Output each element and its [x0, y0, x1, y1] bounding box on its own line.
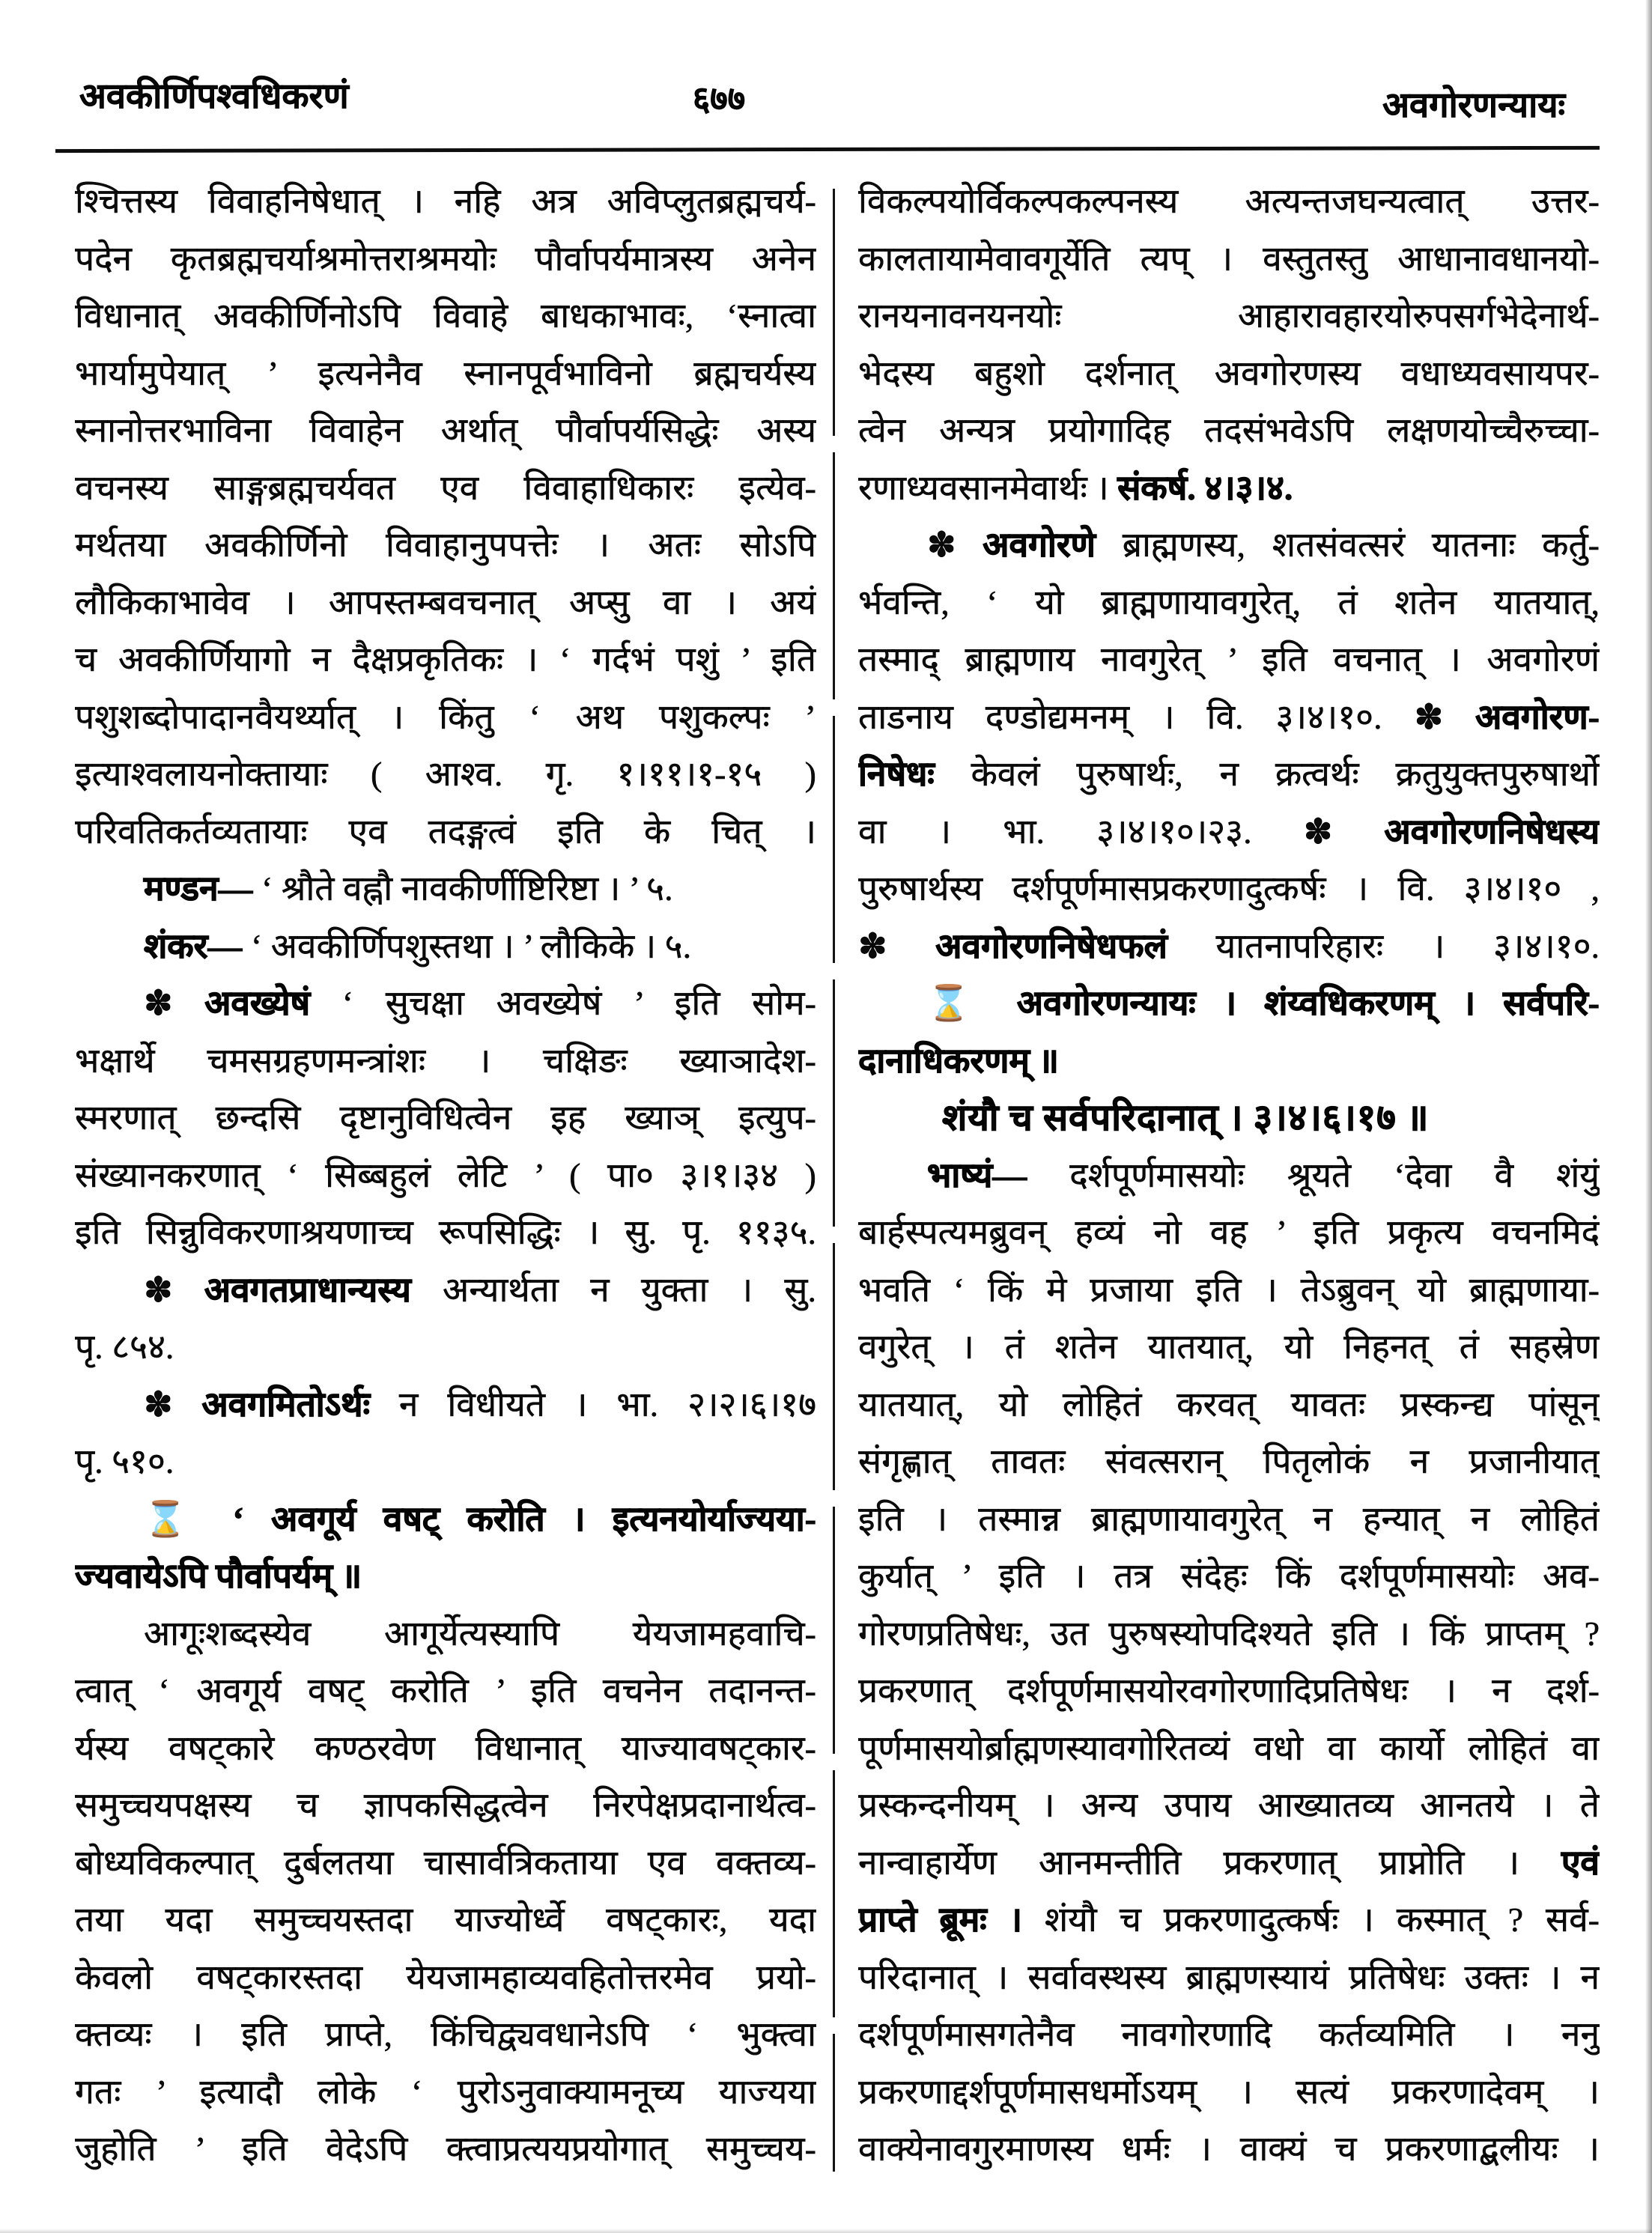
line-text: तया यदा समुच्चयस्तदा याज्योर्ध्वे वषट्कारः, यदा	[75, 1901, 816, 1939]
line-text: ब्राह्मणस्य, शतसंवत्सरं यातनाः कर्तु-	[1095, 526, 1600, 564]
line-text: विधानात् अवकीर्णिनोऽपि विवाहे बाधकाभावः, ‘स्नात्वा	[75, 297, 816, 335]
text-line	[858, 860, 1600, 918]
scan-edge-shadow-bottom	[0, 2229, 1652, 2233]
line-text: संगृह्णात् तावतः संवत्सरान् पितृलोकं न प्रजानीयात्	[858, 1442, 1600, 1480]
bold-headword: प्राप्ते ब्रूमः ।	[858, 1901, 1022, 1939]
text-line	[858, 1548, 1600, 1605]
line-text: ⌛ ‘ अवगूर्य वषट् करोति । इत्यनयोर्याज्यया-	[144, 1499, 816, 1538]
line-text: ⌛ अवगोरणन्यायः । शंय्वधिकरणम् । सर्वपरि-	[927, 984, 1600, 1022]
line-text: पृ. ५१०.	[75, 1442, 174, 1480]
text-line	[75, 1835, 816, 1892]
text-line	[858, 1892, 1600, 1949]
text-line	[858, 918, 1600, 976]
line-text: प्रकरणात् दर्शपूर्णमासयोरवगोरणादिप्रतिषेधः । न दर्श-	[858, 1671, 1600, 1710]
column-divider	[833, 189, 835, 2172]
line-text: रानयनावनयनयोः आहारावहारयोरुपसर्गभेदेनार्थ-	[858, 297, 1600, 335]
text-line	[858, 173, 1600, 231]
text-line	[75, 1319, 816, 1376]
line-text: बार्हस्पत्यमब्रुवन् हव्यं नो वह ’ इति प्रकृत्य वचनमिदं	[858, 1213, 1600, 1251]
bold-headword: ✽ अवगोरणनिषेधफलं	[858, 926, 1167, 965]
text-line	[75, 173, 816, 231]
line-text: रणाध्यवसानमेवार्थः ।	[858, 468, 1118, 507]
text-line	[858, 574, 1600, 632]
text-column-right	[858, 173, 1600, 2178]
text-line	[75, 689, 816, 747]
line-text: पूर्णमासयोर्ब्राह्मणस्यावगोरितव्यं वधो वा कार्यो लोहितं वा	[858, 1728, 1600, 1767]
bold-headword: ✽ अवख्येषं	[144, 984, 311, 1022]
text-line	[75, 1433, 816, 1491]
text-line	[858, 2121, 1600, 2178]
text-line	[75, 975, 816, 1033]
line-text: प्रकरणाद्दर्शपूर्णमासधर्मोऽयम् । सत्यं प्रकरणादेवम् ।	[858, 2072, 1600, 2111]
line-text: दर्शपूर्णमासगतेनैव नावगोरणादि कर्तव्यमिति । ननु	[858, 2015, 1600, 2053]
text-line	[858, 345, 1600, 403]
text-line	[75, 803, 816, 861]
text-line	[858, 460, 1600, 517]
line-text: ‘ अवकीर्णिपशुस्तथा । ’ लौकिके । ५.	[242, 926, 692, 965]
text-line	[858, 1949, 1600, 2007]
line-text: केवलं पुरुषार्थः, न क्रत्वर्थः क्रतुयुक्तपुरुषार्थो	[934, 755, 1600, 793]
line-text: गतः ’ इत्यादौ लोके ‘ पुरोऽनुवाक्यामनूच्य याज्यया	[75, 2072, 816, 2111]
text-line	[75, 631, 816, 689]
text-line	[75, 1605, 816, 1663]
line-text: त्वेन अन्यत्र प्रयोगादिह तदसंभवेऽपि लक्षणयोच्चैरुच्चा-	[858, 411, 1600, 449]
line-text: नान्वाहार्येण आनमन्तीति प्रकरणात् प्राप्नोति ।	[858, 1843, 1561, 1882]
text-line	[858, 2006, 1600, 2064]
bold-tailword: ✽ अवगोरण-	[1414, 697, 1600, 736]
text-line	[75, 345, 816, 403]
line-text: वगुरेत् । तं शतेन यातयात्, यो निहनत् तं सहस्रेण	[858, 1328, 1600, 1366]
line-text: इति । तस्मान्न ब्राह्मणायावगुरेत् न हन्यात् न लोहितं	[858, 1499, 1600, 1538]
text-line	[75, 2121, 816, 2178]
line-text: दानाधिकरणम् ॥	[858, 1041, 1059, 1080]
text-line	[75, 517, 816, 574]
text-line	[75, 574, 816, 632]
line-text: भार्यामुपेयात् ’ इत्यनेनैव स्नानपूर्वभाविनो ब्रह्मचर्यस्य	[75, 353, 816, 392]
line-text: गोरणप्रतिषेधः, उत पुरुषस्योपदिश्यते इति । किं प्राप्तम् ?	[858, 1614, 1600, 1653]
text-line	[858, 288, 1600, 345]
text-line	[75, 402, 816, 460]
text-line	[75, 1548, 816, 1605]
text-line	[75, 2064, 816, 2121]
text-line	[75, 1090, 816, 1147]
text-line	[858, 1491, 1600, 1549]
text-line	[858, 1376, 1600, 1434]
text-line	[858, 1033, 1600, 1090]
line-text: मर्थतया अवकीर्णिनो विवाहानुपपत्तेः । अतः सोऽपि	[75, 526, 816, 564]
text-line	[75, 746, 816, 803]
line-text: भक्षार्थे चमसग्रहणमन्त्रांशः । चक्षिङः ख्याञादेश-	[75, 1041, 816, 1080]
line-text: कुर्यात् ’ इति । तत्र संदेहः किं दर्शपूर्णमासयोः अव-	[858, 1557, 1600, 1595]
bold-headword: भाष्यं—	[927, 1155, 1027, 1194]
text-line	[75, 1147, 816, 1205]
line-text: परिदानात् । सर्वावस्थस्य ब्राह्मणस्यायं प्रतिषेधः उक्तः । न	[858, 1957, 1600, 1996]
line-text: वाक्येनावगुरमाणस्य धर्मः । वाक्यं च प्रकरणाद्बलीयः ।	[858, 2130, 1600, 2168]
line-text: कालतायामेवावगूर्येति त्यप् । वस्तुतस्तु आधानावधानयो-	[858, 239, 1600, 278]
line-text: च अवकीर्णियागो न दैक्षप्रकृतिकः । ‘ गर्दभं पशुं ’ इति	[75, 640, 816, 678]
text-line	[858, 1777, 1600, 1835]
text-line	[75, 2006, 816, 2064]
text-line	[858, 746, 1600, 803]
text-line	[858, 1204, 1600, 1262]
line-text: केवलो वषट्कारस्तदा येयजामहाव्यवहितोत्तरमेव प्रयो-	[75, 1957, 816, 1996]
line-text: ज्यवायेऽपि पौर्वापर्यम् ॥	[75, 1557, 362, 1595]
text-column-left	[75, 173, 816, 2178]
line-text: पशुशब्दोपादानवैयर्थ्यात् । किंतु ‘ अथ पशुकल्पः ’	[75, 697, 816, 736]
text-line	[75, 1949, 816, 2007]
line-text: इति सिन्नुविकरणाश्रयणाच्च रूपसिद्धिः । सु. पृ. ११३५.	[75, 1213, 816, 1251]
bold-tailword: ✽ अवगोरणनिषेधस्य	[1303, 812, 1600, 851]
line-text: ‘ सुचक्षा अवख्येषं ’ इति सोम-	[310, 984, 816, 1022]
bold-tailword: एवं	[1561, 1843, 1600, 1882]
line-text: न विधीयते । भा. २।२।६।१७	[369, 1385, 816, 1424]
scan-edge-shadow-right	[1645, 0, 1652, 2233]
line-text: वचनस्य साङ्गब्रह्मचर्यवत एव विवाहाधिकारः इत्येव-	[75, 468, 816, 507]
bold-headword: ✽ अवगमितोऽर्थः	[144, 1385, 370, 1424]
text-line	[858, 1262, 1600, 1319]
line-text: स्मरणात् छन्दसि दृष्टानुविधित्वेन इह ख्याञ् इत्युप-	[75, 1099, 816, 1137]
text-line	[75, 460, 816, 517]
line-text: श्चित्तस्य विवाहनिषेधात् । नहि अत्र अविप्लुतब्रह्मचर्य-	[75, 182, 816, 220]
text-line	[858, 1720, 1600, 1778]
line-text: र्यस्य वषट्कारे कण्ठरवेण विधानात् याज्यावषट्कार-	[75, 1728, 816, 1767]
text-line	[858, 1319, 1600, 1376]
text-line	[858, 517, 1600, 574]
line-text: भेदस्य बहुशो दर्शनात् अवगोरणस्य वधाध्यवसायपर-	[858, 353, 1600, 392]
text-line	[75, 1777, 816, 1835]
bold-headword: निषेधः	[858, 755, 935, 793]
text-line	[858, 1835, 1600, 1892]
bold-headword: मण्डन—	[144, 869, 253, 908]
text-line	[75, 1204, 816, 1262]
text-line	[858, 1662, 1600, 1720]
line-text: वा । भा. ३।४।१०।२३.	[858, 812, 1304, 851]
header-rule	[55, 146, 1600, 153]
line-text: र्भवन्ति, ‘ यो ब्राह्मणायावगुरेत्, तं शतेन यातयात्,	[858, 583, 1600, 622]
line-text: प्रस्कन्दनीयम् । अन्य उपाय आख्यातव्य आनतये । ते	[858, 1786, 1600, 1824]
line-text: समुच्चयपक्षस्य च ज्ञापकसिद्धत्वेन निरपेक्षप्रदानार्थत्व-	[75, 1786, 816, 1824]
text-line	[75, 1033, 816, 1090]
bold-headword: ✽ अवगतप्राधान्यस्य	[144, 1270, 411, 1309]
text-line	[75, 1720, 816, 1778]
line-text: क्तव्यः । इति प्राप्ते, किंचिद्व्यवधानेऽपि ‘ भुक्त्वा	[75, 2015, 816, 2053]
header-right-title: अवगोरणन्यायः	[1382, 86, 1565, 125]
line-text: भवति ‘ किं मे प्रजाया इति । तेऽब्रुवन् यो ब्राह्मणाया-	[858, 1270, 1600, 1309]
text-line	[75, 1376, 816, 1434]
text-line	[858, 2064, 1600, 2121]
line-text: शंयौ च सर्वपरिदानात् । ३।४।६।१७ ॥	[942, 1097, 1430, 1138]
text-line	[75, 288, 816, 345]
line-text: बोध्यविकल्पात् दुर्बलतया चासार्वत्रिकताया एव वक्तव्य-	[75, 1843, 816, 1882]
line-text: परिवतिकर्तव्यतायाः एव तदङ्गत्वं इति के चित् ।	[75, 812, 816, 851]
text-line	[858, 631, 1600, 689]
line-text: ‘ श्रौते वह्नौ नावकीर्णीष्टिरिष्टा । ’ ५.	[252, 869, 673, 908]
text-line	[858, 1090, 1600, 1147]
text-line	[858, 1147, 1600, 1205]
line-text: विकल्पयोर्विकल्पकल्पनस्य अत्यन्तजघन्यत्वात् उत्तर-	[858, 182, 1600, 220]
line-text: आगूःशब्दस्येव आगूर्येत्यस्यापि येयजामहवाचि-	[144, 1614, 816, 1653]
text-line	[75, 231, 816, 288]
bold-tailword: संकर्ष. ४।३।४.	[1117, 468, 1293, 507]
line-text: अन्यार्थता न युक्ता । सु.	[410, 1270, 816, 1309]
line-text: स्नानोत्तरभाविना विवाहेन अर्थात् पौर्वापर्यसिद्धेः अस्य	[75, 411, 816, 449]
line-text: जुहोति ’ इति वेदेऽपि क्त्वाप्रत्ययप्रयोगात् समुच्चय-	[75, 2130, 816, 2168]
line-text: इत्याश्वलायनोक्तायाः ( आश्व. गृ. १।११।१-१५ )	[75, 755, 816, 793]
line-text: यातनापरिहारः । ३।४।१०.	[1167, 926, 1600, 965]
page-number: ६७७	[692, 80, 746, 118]
text-line	[858, 231, 1600, 288]
text-line	[75, 1262, 816, 1319]
line-text: पुरुषार्थस्य दर्शपूर्णमासप्रकरणादुत्कर्षः । वि. ३।४।१० ,	[858, 869, 1600, 908]
text-line	[75, 1662, 816, 1720]
text-line	[858, 1433, 1600, 1491]
text-line	[75, 1892, 816, 1949]
bold-headword: शंकर—	[144, 926, 243, 965]
line-text: दर्शपूर्णमासयोः श्रूयते ‘देवा वै शंयुं	[1027, 1155, 1600, 1194]
line-text: पदेन कृतब्रह्मचर्याश्रमोत्तराश्रमयोः पौर्वापर्यमात्रस्य अनेन	[75, 239, 816, 278]
text-line	[858, 975, 1600, 1033]
text-line	[858, 689, 1600, 747]
line-text: ताडनाय दण्डोद्यमनम् । वि. ३।४।१०.	[858, 697, 1415, 736]
text-line	[75, 860, 816, 918]
text-line	[858, 402, 1600, 460]
text-line	[858, 1605, 1600, 1663]
line-text: संख्यानकरणात् ‘ सिब्बहुलं लेटि ’ ( पा० ३।१।३४ )	[75, 1155, 816, 1194]
text-line	[75, 1491, 816, 1549]
header-left-title: अवकीर्णिपश्वधिकरणं	[79, 77, 349, 116]
line-text: तस्माद् ब्राह्मणाय नावगुरेत् ’ इति वचनात् । अवगोरणं	[858, 640, 1600, 678]
line-text: शंयौ च प्रकरणादुत्कर्षः । कस्मात् ? सर्व-	[1021, 1901, 1600, 1939]
line-text: लौकिकाभावेव । आपस्तम्बवचनात् अप्सु वा । अयं	[75, 583, 816, 622]
bold-headword: ✽ अवगोरणे	[927, 526, 1096, 564]
text-line	[858, 803, 1600, 861]
line-text: पृ. ८५४.	[75, 1328, 174, 1366]
line-text: यातयात्, यो लोहितं करवत् यावतः प्रस्कन्द्य पांसून्	[858, 1385, 1600, 1424]
line-text: त्वात् ‘ अवगूर्य वषट् करोति ’ इति वचनेन तदानन्त-	[75, 1671, 816, 1710]
text-line	[75, 918, 816, 976]
